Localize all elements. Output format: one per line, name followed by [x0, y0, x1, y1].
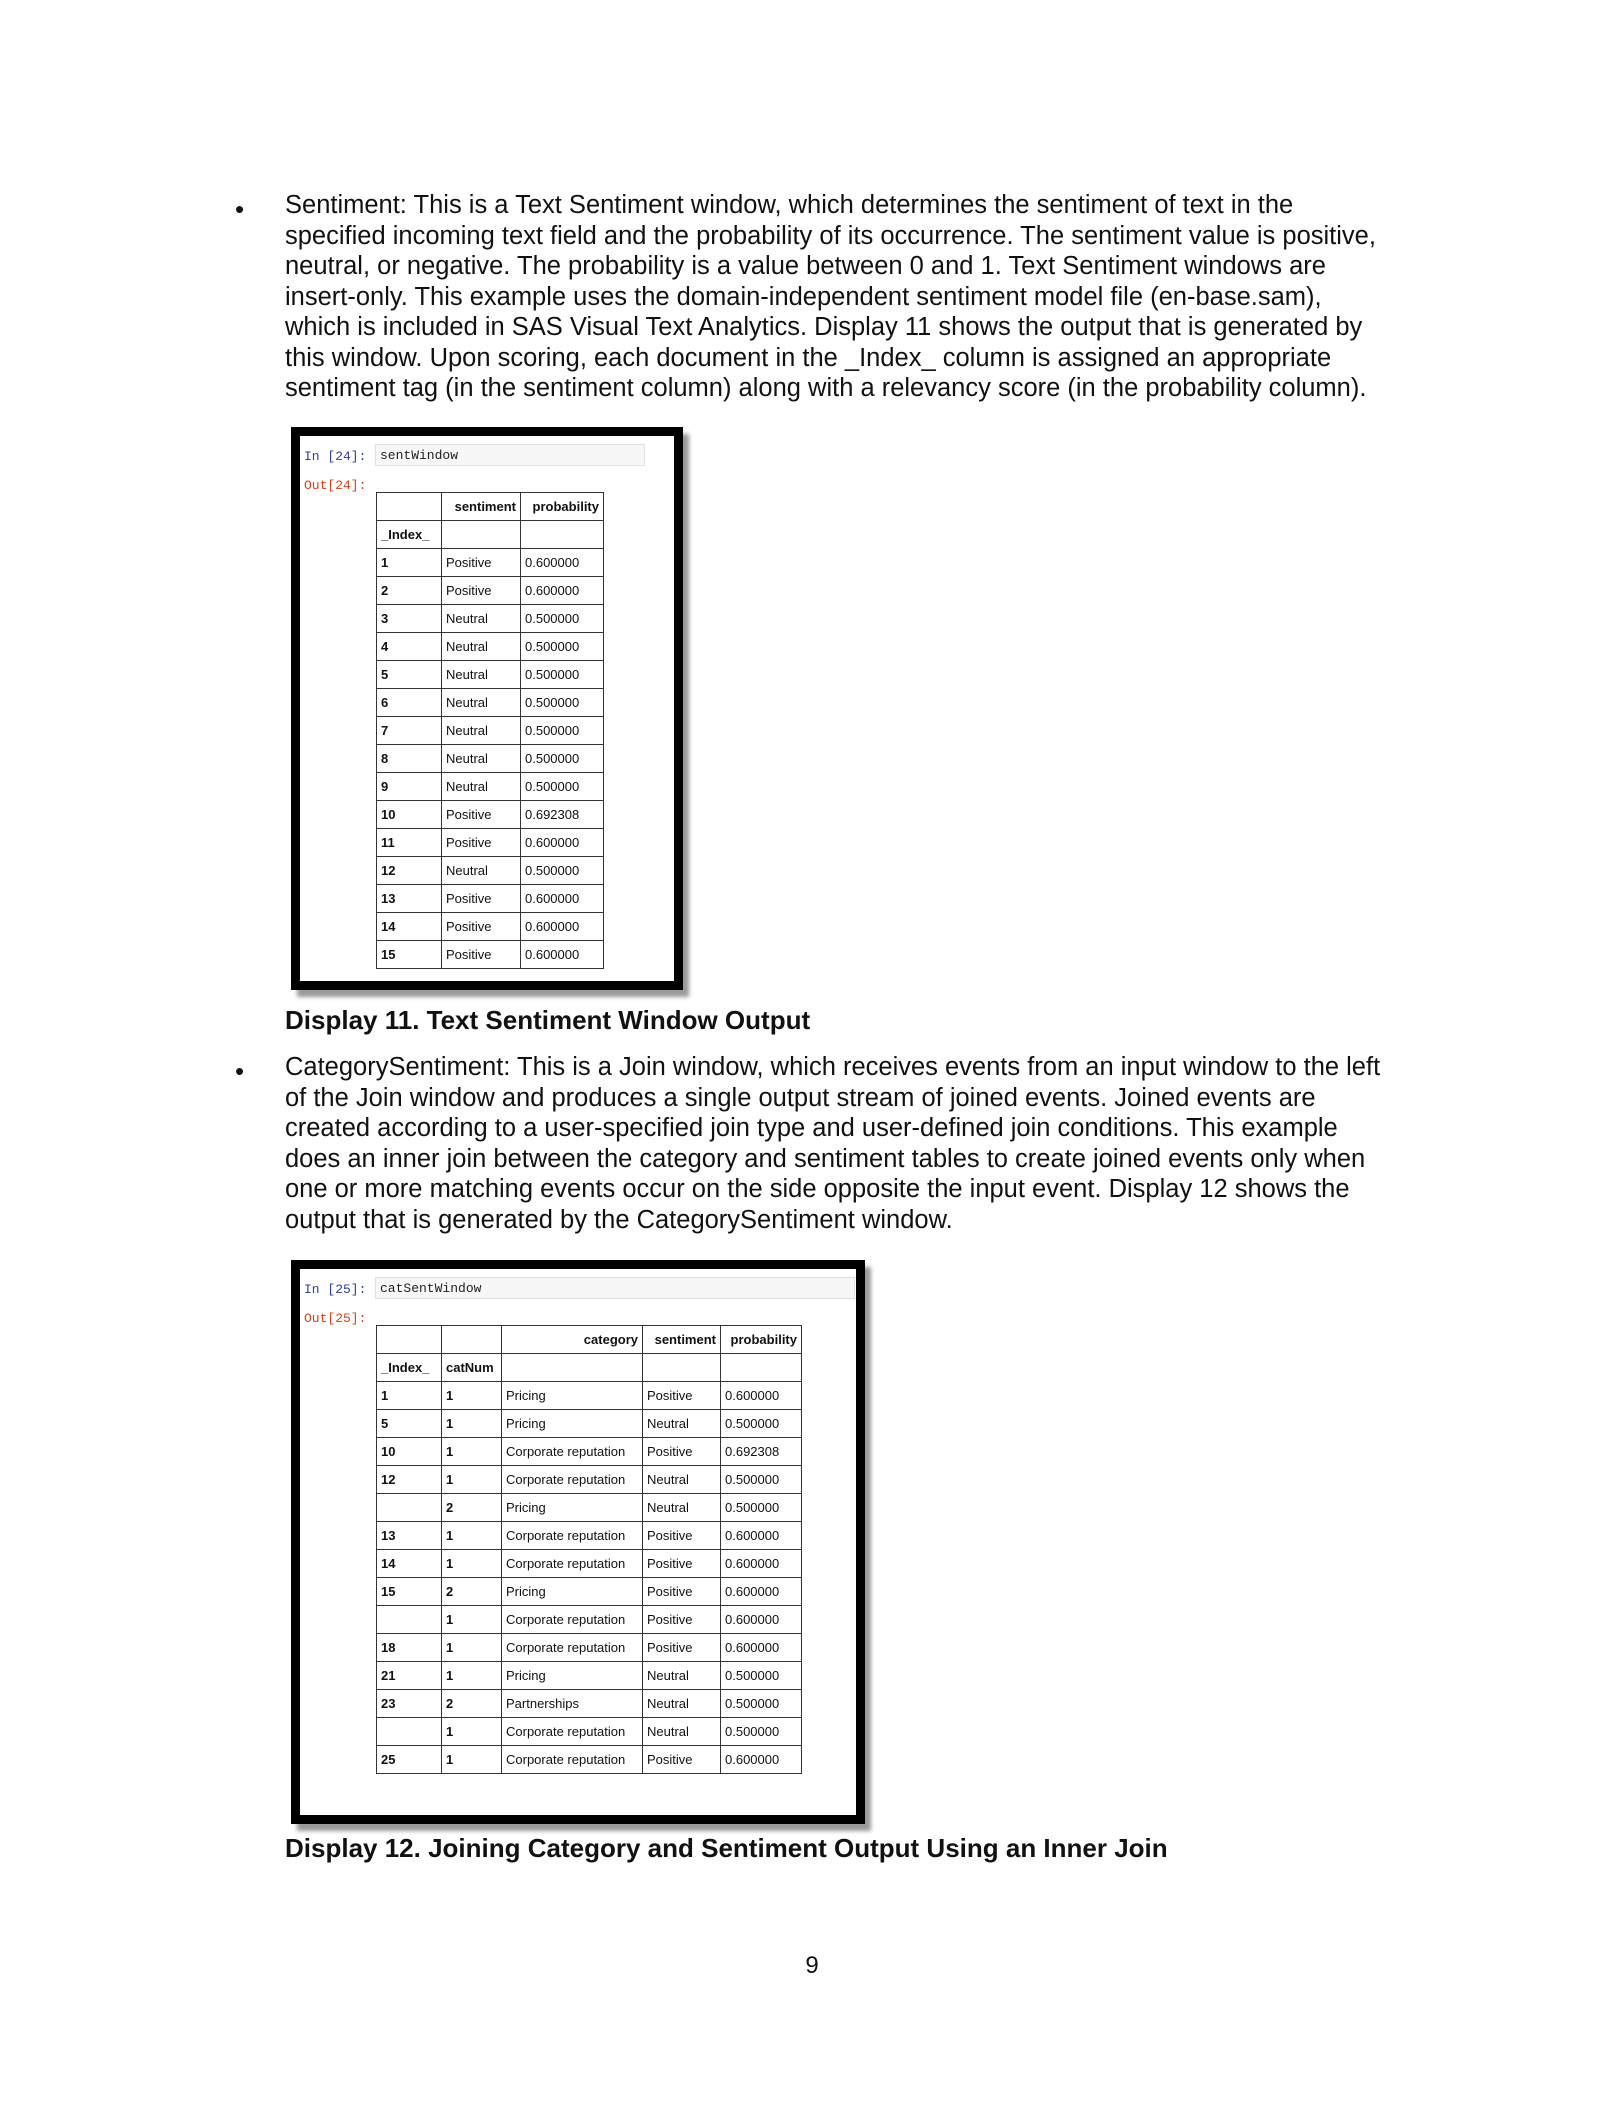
header-category: category [502, 1326, 643, 1354]
table-cell: Positive [442, 913, 521, 941]
table-cell: Neutral [442, 689, 521, 717]
table-cell: Pricing [502, 1410, 643, 1438]
table-cell: 1 [442, 1606, 502, 1634]
table-cell: Neutral [643, 1494, 721, 1522]
table-cell: Corporate reputation [502, 1746, 643, 1774]
table-cell: 0.600000 [721, 1606, 802, 1634]
table-row [377, 1606, 802, 1634]
table-row [377, 661, 604, 689]
table-row [377, 1746, 802, 1774]
table-row [377, 1690, 802, 1718]
table-cell: Positive [643, 1438, 721, 1466]
table-cell: 9 [377, 773, 442, 801]
table-cell: 2 [442, 1494, 502, 1522]
header-sentiment: sentiment [643, 1326, 721, 1354]
table-cell: Neutral [643, 1466, 721, 1494]
table-cell: Positive [442, 885, 521, 913]
table-cell: Positive [643, 1606, 721, 1634]
table-cell: 0.600000 [721, 1550, 802, 1578]
table-cell: 2 [442, 1690, 502, 1718]
table-cell: Pricing [502, 1662, 643, 1690]
table-cell: 0.692308 [521, 801, 604, 829]
table-cell: 13 [377, 885, 442, 913]
header-blank [521, 521, 604, 549]
table-cell: 1 [377, 1382, 442, 1410]
text-line: sentiment tag (in the sentiment column) along with a relevancy score (in the probability column). [285, 374, 1367, 402]
table-cell: 3 [377, 605, 442, 633]
table-cell: Pricing [502, 1494, 643, 1522]
table-header-row [377, 1326, 802, 1354]
table-cell: 23 [377, 1690, 442, 1718]
table-cell: Positive [643, 1746, 721, 1774]
table-cell: Neutral [442, 773, 521, 801]
table-cell: Positive [442, 829, 521, 857]
table-cell: 2 [377, 577, 442, 605]
table-cell: 0.500000 [521, 605, 604, 633]
table-cell: 0.500000 [721, 1718, 802, 1746]
in-prompt: In [25]: [304, 1282, 367, 1297]
text-line: one or more matching events occur on the side opposite the input event. Display 12 shows the [285, 1175, 1350, 1203]
category-sentiment-paragraph [285, 1052, 1465, 1235]
table-row [377, 577, 604, 605]
table-cell: 0.500000 [521, 717, 604, 745]
table-row [377, 885, 604, 913]
table-cell: 1 [442, 1662, 502, 1690]
table-cell [377, 1494, 442, 1522]
table-row [377, 1522, 802, 1550]
table-cell: 0.500000 [521, 857, 604, 885]
table-index-row [377, 521, 604, 549]
table-cell: 0.692308 [721, 1438, 802, 1466]
table-cell: 10 [377, 1438, 442, 1466]
table-cell: Positive [442, 801, 521, 829]
display-11-caption: Display 11. Text Sentiment Window Output [285, 1005, 811, 1035]
table-cell: 0.600000 [521, 829, 604, 857]
table-cell [377, 1718, 442, 1746]
text-line: this window. Upon scoring, each document in the _Index_ column is assigned an appropriate [285, 343, 1332, 372]
table-cell: Positive [643, 1634, 721, 1662]
display-12-caption: Display 12. Joining Category and Sentiment Output Using an Inner Join [285, 1833, 1168, 1863]
table-row [377, 1466, 802, 1494]
header-blank [377, 493, 442, 521]
table-cell: 0.600000 [521, 885, 604, 913]
table-cell: Corporate reputation [502, 1550, 643, 1578]
table-cell: Positive [643, 1550, 721, 1578]
sentiment-table [376, 492, 604, 969]
table-row [377, 1662, 802, 1690]
table-cell: Positive [643, 1578, 721, 1606]
table-cell: Neutral [442, 633, 521, 661]
table-row [377, 1634, 802, 1662]
table-cell: 1 [442, 1718, 502, 1746]
table-row [377, 1494, 802, 1522]
header-index: _Index_ [377, 1354, 442, 1382]
table-cell: Positive [643, 1382, 721, 1410]
table-cell: 0.500000 [521, 745, 604, 773]
header-blank [442, 1326, 502, 1354]
table-cell: Neutral [442, 605, 521, 633]
table-cell: Positive [643, 1522, 721, 1550]
text-line: CategorySentiment: This is a Join window, which receives events from an input window to the left [285, 1053, 1381, 1081]
table-cell: Positive [442, 577, 521, 605]
header-blank [377, 1326, 442, 1354]
out-prompt: Out[24]: [304, 478, 367, 493]
table-cell: 0.600000 [521, 913, 604, 941]
code-cell[interactable]: catSentWindow [375, 1277, 855, 1299]
table-row [377, 717, 604, 745]
table-cell: Neutral [643, 1662, 721, 1690]
header-index: _Index_ [377, 521, 442, 549]
text-line: neutral, or negative. The probability is a value between 0 and 1. Text Sentiment windows are [285, 252, 1326, 280]
table-cell: Corporate reputation [502, 1438, 643, 1466]
table-row [377, 549, 604, 577]
sentiment-paragraph [285, 190, 1465, 404]
header-blank [721, 1354, 802, 1382]
table-cell: 1 [442, 1438, 502, 1466]
in-prompt: In [24]: [304, 449, 367, 464]
table-cell: 7 [377, 717, 442, 745]
table-row [377, 1578, 802, 1606]
table-row [377, 633, 604, 661]
table-cell: 0.600000 [721, 1382, 802, 1410]
table-cell: 10 [377, 801, 442, 829]
bullet-marker: • [235, 1056, 245, 1086]
table-cell: 0.500000 [521, 633, 604, 661]
table-cell: 0.500000 [521, 689, 604, 717]
table-cell: 13 [377, 1522, 442, 1550]
table-cell: 8 [377, 745, 442, 773]
table-row [377, 745, 604, 773]
table-cell: 0.600000 [721, 1522, 802, 1550]
table-cell: 0.500000 [721, 1466, 802, 1494]
table-cell: 0.500000 [521, 661, 604, 689]
table-cell: Pricing [502, 1382, 643, 1410]
text-line: of the Join window and produces a single output stream of joined events. Joined events are [285, 1083, 1316, 1112]
table-cell: 0.500000 [721, 1494, 802, 1522]
out-prompt: Out[25]: [304, 1311, 367, 1326]
header-blank [643, 1354, 721, 1382]
text-line: Sentiment: This is a Text Sentiment window, which determines the sentiment of text in the [285, 191, 1294, 219]
table-cell: Corporate reputation [502, 1522, 643, 1550]
table-row [377, 1438, 802, 1466]
table-row [377, 1718, 802, 1746]
category-sentiment-table [376, 1325, 802, 1774]
table-row [377, 913, 604, 941]
table-cell: 12 [377, 857, 442, 885]
table-cell: 0.500000 [521, 773, 604, 801]
table-cell: 0.500000 [721, 1690, 802, 1718]
code-cell[interactable]: sentWindow [375, 444, 645, 466]
table-cell: 18 [377, 1634, 442, 1662]
table-cell: Neutral [643, 1410, 721, 1438]
text-line: which is included in SAS Visual Text Analytics. Display 11 shows the output that is generated by [285, 313, 1363, 341]
table-row [377, 689, 604, 717]
table-cell: Neutral [643, 1690, 721, 1718]
table-cell: 1 [442, 1410, 502, 1438]
table-cell: 0.600000 [521, 941, 604, 969]
table-cell: 5 [377, 661, 442, 689]
table-row [377, 1382, 802, 1410]
table-cell: Neutral [442, 717, 521, 745]
table-cell: 0.600000 [721, 1634, 802, 1662]
table-cell: 1 [442, 1522, 502, 1550]
table-row [377, 1410, 802, 1438]
page-number: 9 [805, 1952, 819, 1979]
table-cell: 2 [442, 1578, 502, 1606]
table-cell: 1 [442, 1634, 502, 1662]
text-line: insert-only. This example uses the domain-independent sentiment model file (en-base.sam), [285, 282, 1322, 311]
table-row [377, 801, 604, 829]
display-11-screenshot [291, 427, 683, 990]
table-row [377, 1550, 802, 1578]
table-cell: Corporate reputation [502, 1634, 643, 1662]
table-cell: 15 [377, 1578, 442, 1606]
table-cell: 14 [377, 913, 442, 941]
table-cell: 0.600000 [721, 1578, 802, 1606]
table-cell: 4 [377, 633, 442, 661]
table-cell: 11 [377, 829, 442, 857]
header-sentiment: sentiment [442, 493, 521, 521]
table-index-row [377, 1354, 802, 1382]
table-cell: 1 [442, 1382, 502, 1410]
text-line: does an inner join between the category and sentiment tables to create joined events only when [285, 1144, 1366, 1173]
header-catnum: catNum [442, 1354, 502, 1382]
table-cell: Neutral [442, 661, 521, 689]
table-cell: 0.500000 [721, 1662, 802, 1690]
text-line: created according to a user-specified join type and user-defined join conditions. This example [285, 1114, 1338, 1142]
table-cell: 14 [377, 1550, 442, 1578]
table-cell: Positive [442, 549, 521, 577]
table-cell: 1 [442, 1466, 502, 1494]
table-cell [377, 1606, 442, 1634]
table-cell: 1 [442, 1746, 502, 1774]
table-row [377, 857, 604, 885]
text-line: output that is generated by the CategorySentiment window. [285, 1205, 953, 1234]
table-cell: 0.600000 [521, 577, 604, 605]
display-12-screenshot [291, 1260, 865, 1824]
text-line: specified incoming text field and the probability of its occurrence. The sentiment value is positive, [285, 221, 1376, 250]
table-row [377, 829, 604, 857]
table-cell: 0.600000 [521, 549, 604, 577]
table-row [377, 941, 604, 969]
header-blank [442, 521, 521, 549]
table-cell: 15 [377, 941, 442, 969]
table-cell: 21 [377, 1662, 442, 1690]
table-cell: Corporate reputation [502, 1718, 643, 1746]
header-probability: probability [721, 1326, 802, 1354]
bullet-marker: • [235, 194, 245, 224]
table-cell: 1 [377, 549, 442, 577]
table-cell: Corporate reputation [502, 1466, 643, 1494]
table-cell: Neutral [442, 857, 521, 885]
table-cell: Pricing [502, 1578, 643, 1606]
table-cell: 12 [377, 1466, 442, 1494]
header-blank [502, 1354, 643, 1382]
table-cell: 1 [442, 1550, 502, 1578]
table-header-row [377, 493, 604, 521]
table-cell: 5 [377, 1410, 442, 1438]
table-cell: Neutral [643, 1718, 721, 1746]
table-cell: 6 [377, 689, 442, 717]
table-cell: Neutral [442, 745, 521, 773]
table-cell: 0.500000 [721, 1410, 802, 1438]
table-row [377, 773, 604, 801]
table-cell: Corporate reputation [502, 1606, 643, 1634]
table-cell: 0.600000 [721, 1746, 802, 1774]
table-row [377, 605, 604, 633]
header-probability: probability [521, 493, 604, 521]
table-cell: Partnerships [502, 1690, 643, 1718]
table-cell: Positive [442, 941, 521, 969]
table-cell: 25 [377, 1746, 442, 1774]
